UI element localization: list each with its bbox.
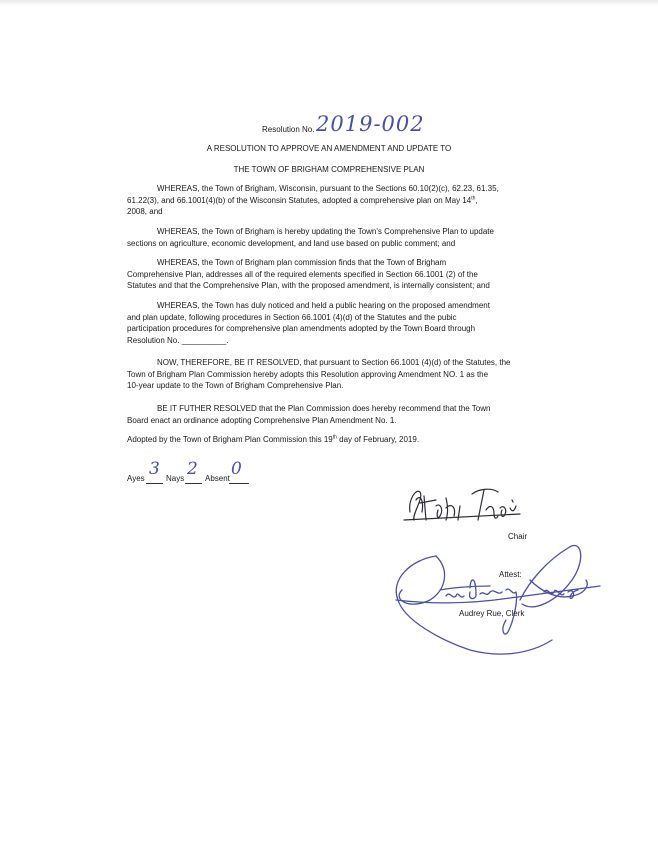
p1-line-1: WHEREAS, the Town of Brigham, Wisconsin, pursuant to the Sections 60.10(2)(c), 62.23, 61.35, <box>157 184 499 193</box>
p3-line-1: WHEREAS, the Town of Brigham plan commission finds that the Town of Brigham <box>157 258 447 267</box>
attest-label: Attest: <box>499 570 522 579</box>
p1-superscript: th <box>471 194 476 201</box>
further-resolved-paragraph <box>127 403 537 426</box>
ayes-underline <box>146 483 163 484</box>
p5-line-2: Town of Brigham Plan Commission hereby adopts this Resolution approving Amendment NO. 1 as the <box>127 369 489 379</box>
nays-underline <box>185 483 202 484</box>
nays-count: 2 <box>187 459 198 479</box>
p3-line-2: Comprehensive Plan, addresses all of the required elements specified in Section 66.1001 (2) of the <box>127 269 478 279</box>
adopted-statement <box>127 434 537 446</box>
whereas-paragraph-1 <box>127 183 537 218</box>
p4-line-3: participation procedures for comprehensive plan amendments adopted by the Town Board through <box>127 324 476 333</box>
p4-line-2: and plan update, following procedures in Section 66.1001 (4)(d) of the Statutes and the pubic <box>127 312 457 322</box>
nays-label: Nays <box>166 474 185 483</box>
p4-line-4: Resolution No. __________. <box>127 335 229 345</box>
resolution-number-row <box>0 112 658 142</box>
p1-line-2-end: , <box>475 195 478 205</box>
p3-line-3: Statutes and that the Comprehensive Plan, with the proposed amendment, is internally consistent; and <box>127 281 490 290</box>
p2-line-1: WHEREAS, the Town of Brigham is hereby updating the Town's Comprehensive Plan to update <box>157 227 494 236</box>
p5-line-3: 10-year update to the Town of Brigham Comprehensive Plan. <box>127 381 344 390</box>
p6-line-2: Board enact an ordinance adopting Comprehensive Plan Amendment No. 1. <box>127 415 397 425</box>
p5-line-1: NOW, THEREFORE, BE IT RESOLVED, that pursuant to Section 66.1001 (4)(d) of the Statutes, the <box>157 358 511 367</box>
clerk-name-label: Audrey Rue, Clerk <box>459 609 525 618</box>
absent-underline <box>229 483 249 484</box>
whereas-paragraph-4 <box>127 300 537 346</box>
resolved-paragraph <box>127 357 537 392</box>
ayes-count: 3 <box>149 459 160 479</box>
p7-text-b: day of February, 2019. <box>336 435 420 444</box>
p7-superscript: th <box>332 434 337 441</box>
p4-line-1: WHEREAS, the Town has duly noticed and held a public hearing on the proposed amendment <box>157 301 490 310</box>
ayes-label: Ayes <box>127 474 145 483</box>
scan-top-edge <box>0 0 658 6</box>
resolution-number: 2019-002 <box>316 112 425 136</box>
chair-label: Chair <box>508 532 528 541</box>
resolution-label: Resolution No. <box>262 125 315 134</box>
p1-line-3: 2008, and <box>127 207 163 216</box>
whereas-paragraph-2 <box>127 226 537 249</box>
p1-line-2: 61.22(3), and 66.1001(4)(b) of the Wisconsin Statutes, adopted a comprehensive plan on May 14 <box>127 195 472 205</box>
whereas-paragraph-3 <box>127 257 537 292</box>
title-line-1: A RESOLUTION TO APPROVE AN AMENDMENT AND UPDATE TO <box>206 144 452 153</box>
absent-label: Absent <box>205 474 230 483</box>
p7-text-a: Adopted by the Town of Brigham Plan Commission this 19 <box>127 435 333 444</box>
absent-count: 0 <box>231 459 242 479</box>
p2-line-2: sections on agriculture, economic development, and land use based on public comment; and <box>127 238 456 248</box>
title-line-2: THE TOWN OF BRIGHAM COMPREHENSIVE PLAN <box>233 165 425 174</box>
p6-line-1: BE IT FUTHER RESOLVED that the Plan Commission does hereby recommend that the Town <box>157 404 491 413</box>
